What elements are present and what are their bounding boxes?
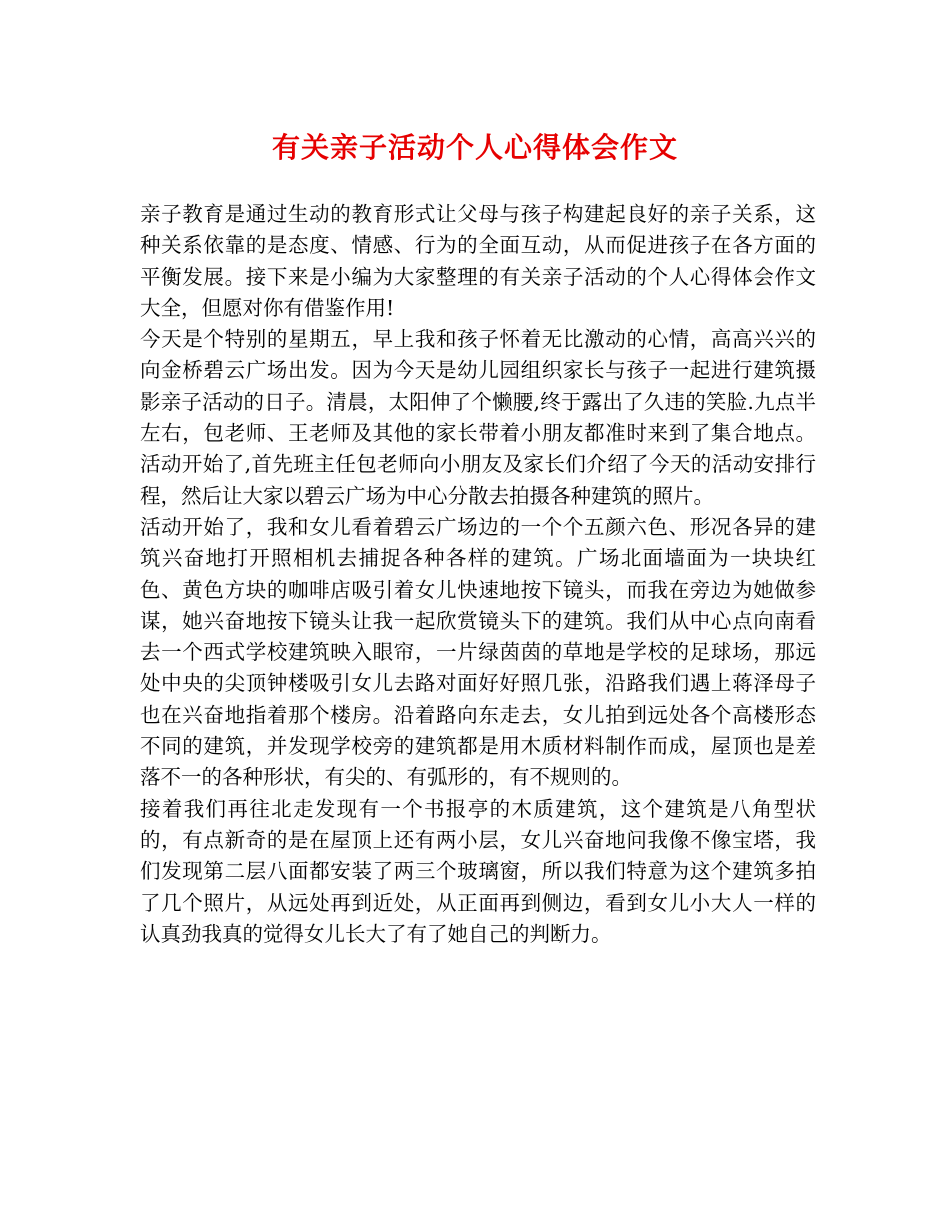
document-body [140,199,816,950]
paragraph-friday-outing: 今天是个特别的星期五，早上我和孩子怀着无比激动的心情，高高兴兴的向金桥碧云广场出发。因为今天是幼儿园组织家长与孩子一起进行建筑摄影亲子活动的日子。清晨，太阳伸了个懒腰,终于露出了久违的笑脸.九点半左右，包老师、王老师及其他的家长带着小朋友都准时来到了集合地点。活动开始了,首先班主任包老师向小朋友及家长们介绍了今天的活动安排行程，然后让大家以碧云广场为中心分散去拍摄各种建筑的照片。 [140,327,816,508]
document-title: 有关亲子活动个人心得体会作文 [271,131,678,164]
paragraph-photographing-buildings: 活动开始了，我和女儿看着碧云广场边的一个个五颜六色、形况各异的建筑兴奋地打开照相机去捕捉各种各样的建筑。广场北面墙面为一块块红色、黄色方块的咖啡店吸引着女儿快速地按下镜头，而我在旁边为她做参谋，她兴奋地按下镜头让我一起欣赏镜头下的建筑。我们从中心点向南看去一个西式学校建筑映入眼帘，一片绿茵茵的草地是学校的足球场，那远处中央的尖顶钟楼吸引女儿去路对面好好照几张，沿路我们遇上蒋泽母子也在兴奋地指着那个楼房。沿着路向东走去，女儿拍到远处各个高楼形态不同的建筑，并发现学校旁的建筑都是用木质材料制作而成，屋顶也是差落不一的各种形状，有尖的、有弧形的，有不规则的。 [140,514,816,790]
paragraph-newsstand: 接着我们再往北走发现有一个书报亭的木质建筑，这个建筑是八角型状的，有点新奇的是在屋顶上还有两小层，女儿兴奋地问我像不像宝塔，我们发现第二层八面都安装了两三个玻璃窗，所以我们特意为这个建筑多拍了几个照片，从远处再到近处，从正面再到侧边，看到女儿小大人一样的认真劲我真的觉得女儿长大了有了她自己的判断力。 [140,796,816,946]
paragraph-intro: 亲子教育是通过生动的教育形式让父母与孩子构建起良好的亲子关系，这种关系依靠的是态度、情感、行为的全面互动，从而促进孩子在各方面的平衡发展。接下来是小编为大家整理的有关亲子活动的个人心得体会作文大全，但愿对你有借鉴作用! [140,202,816,320]
